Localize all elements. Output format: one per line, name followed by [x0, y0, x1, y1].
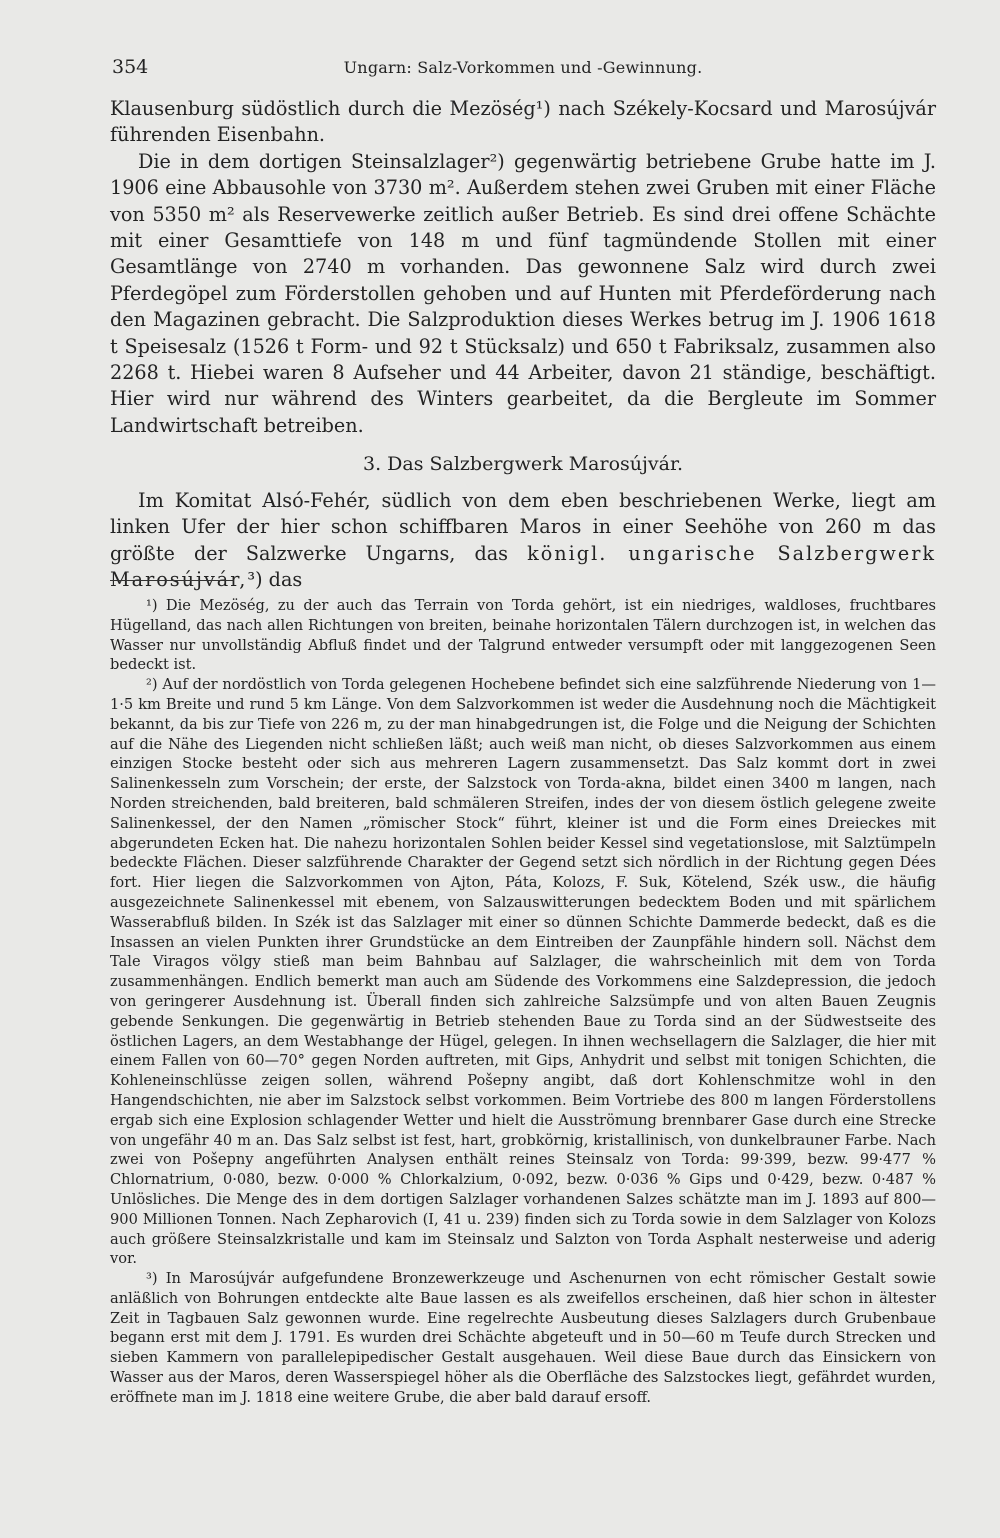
page-number: 354 — [112, 56, 149, 78]
section-text — [110, 488, 936, 594]
main-text — [110, 96, 936, 439]
footnote-1: ¹) Die Mezöség, zu der auch das Terrain von Torda gehört, ist ein niedriges, waldloses, fruchtbares Hügelland, das nach allen Richtungen von breiten, beinahe horizontalen Tälern durchzogen ist, in welchen das Wasser nur unvollständig Abfluß findet und der Talgrund entweder versumpft oder mit langgezogenen Seen bedeckt ist. — [110, 597, 936, 674]
running-head: Ungarn: Salz-Vorkommen und -Gewinnung. — [343, 58, 703, 77]
footnote-3: ³) In Marosújvár aufgefundene Bronzewerkzeuge und Aschenurnen von echt römischer Gestalt sowie anläßlich von Bohrungen entdeckte alte Baue lassen es als zweifellos erscheinen, daß hier schon in ältester Zeit in Tagbauen Salz gewonnen wurde. Eine regelrechte Ausbeutung dieses Salzlagers durch Grubenbaue begann erst mit dem J. 1791. Es wurden drei Schächte abgeteuft und in 50—60 m Teufe durch Strecken und sieben Kammern von parallelepipedischer Gestalt ausgehauen. Weil diese Baue durch das Einsickern von Wasser aus der Maros, deren Wasserspiegel höher als die Oberfläche des Salzstockes liegt, gefährdet wurden, eröffnete man im J. 1818 eine weitere Grube, die aber bald darauf ersoff. — [110, 1270, 936, 1406]
paragraph-marosujvar-spaced: königl. ungarische Salzbergwerk Marosújvár, — [110, 541, 936, 592]
paragraph-marosujvar-start: Im Komitat Alsó-Fehér, südlich von dem eben beschriebenen Werke, liegt am linken Ufer der hier schon schiffbaren Maros in einer Seehöhe von 260 m das größte der Salzwerke Ungarns, das — [110, 489, 936, 565]
footnote-2: ²) Auf der nordöstlich von Torda gelegenen Hochebene befindet sich eine salzführende Niederung von 1—1·5 km Breite und rund 5 km Länge. Von dem Salzvorkommen ist weder die Ausdehnung noch die Mächtigkeit bekannt, da bis zur Tiefe von 226 m, zu der man hinabgedrungen ist, die Folge und die Neigung der Schichten auf die Nähe des Liegenden nicht schließen läßt; auch weiß man nicht, ob dieses Salzvorkommen aus einem einzigen Stocke besteht oder sich aus mehreren Lagern zusammensetzt. Das Salz kommt dort in zwei Salinenkesseln zum Vorschein; der erste, der Salzstock von Torda-akna, bildet einen 3400 m langen, nach Norden streichenden, bald breiteren, bald schmäleren Streifen, indes der von diesem östlich gelegene zweite Salinenkessel, der den Namen „römischer Stock“ führt, kleiner ist und die Form eines Dreieckes mit abgerundeten Ecken hat. Die nahezu horizontalen Sohlen beider Kessel sind vegetationslose, mit Salztümpeln bedeckte Flächen. Dieser salzführende Charakter der Gegend setzt sich nördlich in der Richtung gegen Dées fort. Hier liegen die Salzvorkommen von Ajton, Páta, Kolozs, F. Suk, Kötelend, Szék usw., die häufig ausgezeichnete Salinenkessel mit ebenem, von Salzauswitterungen bedecktem Boden und mit spärlichem Wasserabfluß bilden. In Szék ist das Salzlager mit einer so dünnen Schichte Dammerde bedeckt, daß es die Insassen an vielen Punkten ihrer Grundstücke an dem Eintreiben der Zaunpfähle hindern soll. Nächst dem Tale Viragos völgy stieß man beim Bahnbau auf Salzlager, die wahrscheinlich mit dem von Torda zusammenhängen. Endlich bemerkt man auch am Südende des Vorkommens eine Salzdepression, die jedoch von geringerer Ausdehnung ist. Überall finden sich zahlreiche Salzsümpfe und von alten Bauen Zeugnis gebende Senkungen. Die gegenwärtig in Betrieb stehenden Baue zu Torda sind an der Südwestseite des östlichen Lagers, an dem Westabhange der Hügel, gelegen. In ihnen wechsellagern die Salzlager, die hier mit einem Fallen von 60—70° gegen Norden auftreten, mit Gips, Anhydrit und selbst mit tonigen Schichten, die Kohleneinschlüsse zeigen sollen, während Pošepny angibt, daß dort Kohlenschmitze wohl in den Hangendschichten, nie aber im Salzstock selbst vorkommen. Beim Vortriebe des 800 m langen Förderstollens ergab sich eine Explosion schlagender Wetter und hielt die Ausströmung brennbarer Gase durch eine Strecke von ungefähr 40 m an. Das Salz selbst ist fest, hart, grobkörnig, kristallinisch, von dunkelbrauner Farbe. Nach zwei von Pošepny angeführten Analysen enthält reines Steinsalz von Torda: 99·399, bezw. 99·477 % Chlornatrium, 0·080, bezw. 0·000 % Chlorkalzium, 0·092, bezw. 0·036 % Gips und 0·429, bezw. 0·487 % Unlösliches. Die Menge des in dem dortigen Salzlager vorhandenen Salzes schätzte man im J. 1893 auf 800—900 Millionen Tonnen. Nach Zepharovich (I, 41 u. 239) finden sich zu Torda sowie in dem Salzlager von Kolozs auch größere Steinsalzkristalle und kam im Steinsalz und Salzton von Torda Asphalt nesterweise und aderig vor. — [110, 676, 936, 1268]
section-title: 3. Das Salzbergwerk Marosújvár. — [362, 453, 684, 475]
paragraph-continuation: Klausenburg südöstlich durch die Mezöség¹) nach Székely-Kocsard und Marosújvár führenden Eisenbahn. — [110, 97, 936, 147]
footnote-rule — [110, 580, 234, 581]
footnotes — [110, 596, 936, 1408]
paragraph-marosujvar — [110, 488, 936, 594]
paragraph-marosujvar-end: ³) das — [247, 568, 303, 592]
page-header — [112, 56, 934, 86]
paragraph-grube: Die in dem dortigen Steinsalzlager²) gegenwärtig betriebene Grube hatte im J. 1906 eine Abbausohle von 3730 m². Außerdem stehen zwei Gruben mit einer Fläche von 5350 m² als Reservewerke zeitlich außer Betrieb. Es sind drei offene Schächte mit einer Gesamttiefe von 148 m und fünf tagmündende Stollen mit einer Gesamtlänge von 2740 m vorhanden. Das gewonnene Salz wird durch zwei Pferdegöpel zum Förderstollen gehoben und auf Hunten mit Pferdeförderung nach den Magazinen gebracht. Die Salzproduktion dieses Werkes betrug im J. 1906 1618 t Speisesalz (1526 t Form- und 92 t Stücksalz) und 650 t Fabriksalz, zusammen also 2268 t. Hiebei waren 8 Aufseher und 44 Arbeiter, davon 21 ständige, beschäftigt. Hier wird nur während des Winters gearbeitet, da die Bergleute im Sommer Landwirtschaft betreiben. — [110, 149, 936, 437]
